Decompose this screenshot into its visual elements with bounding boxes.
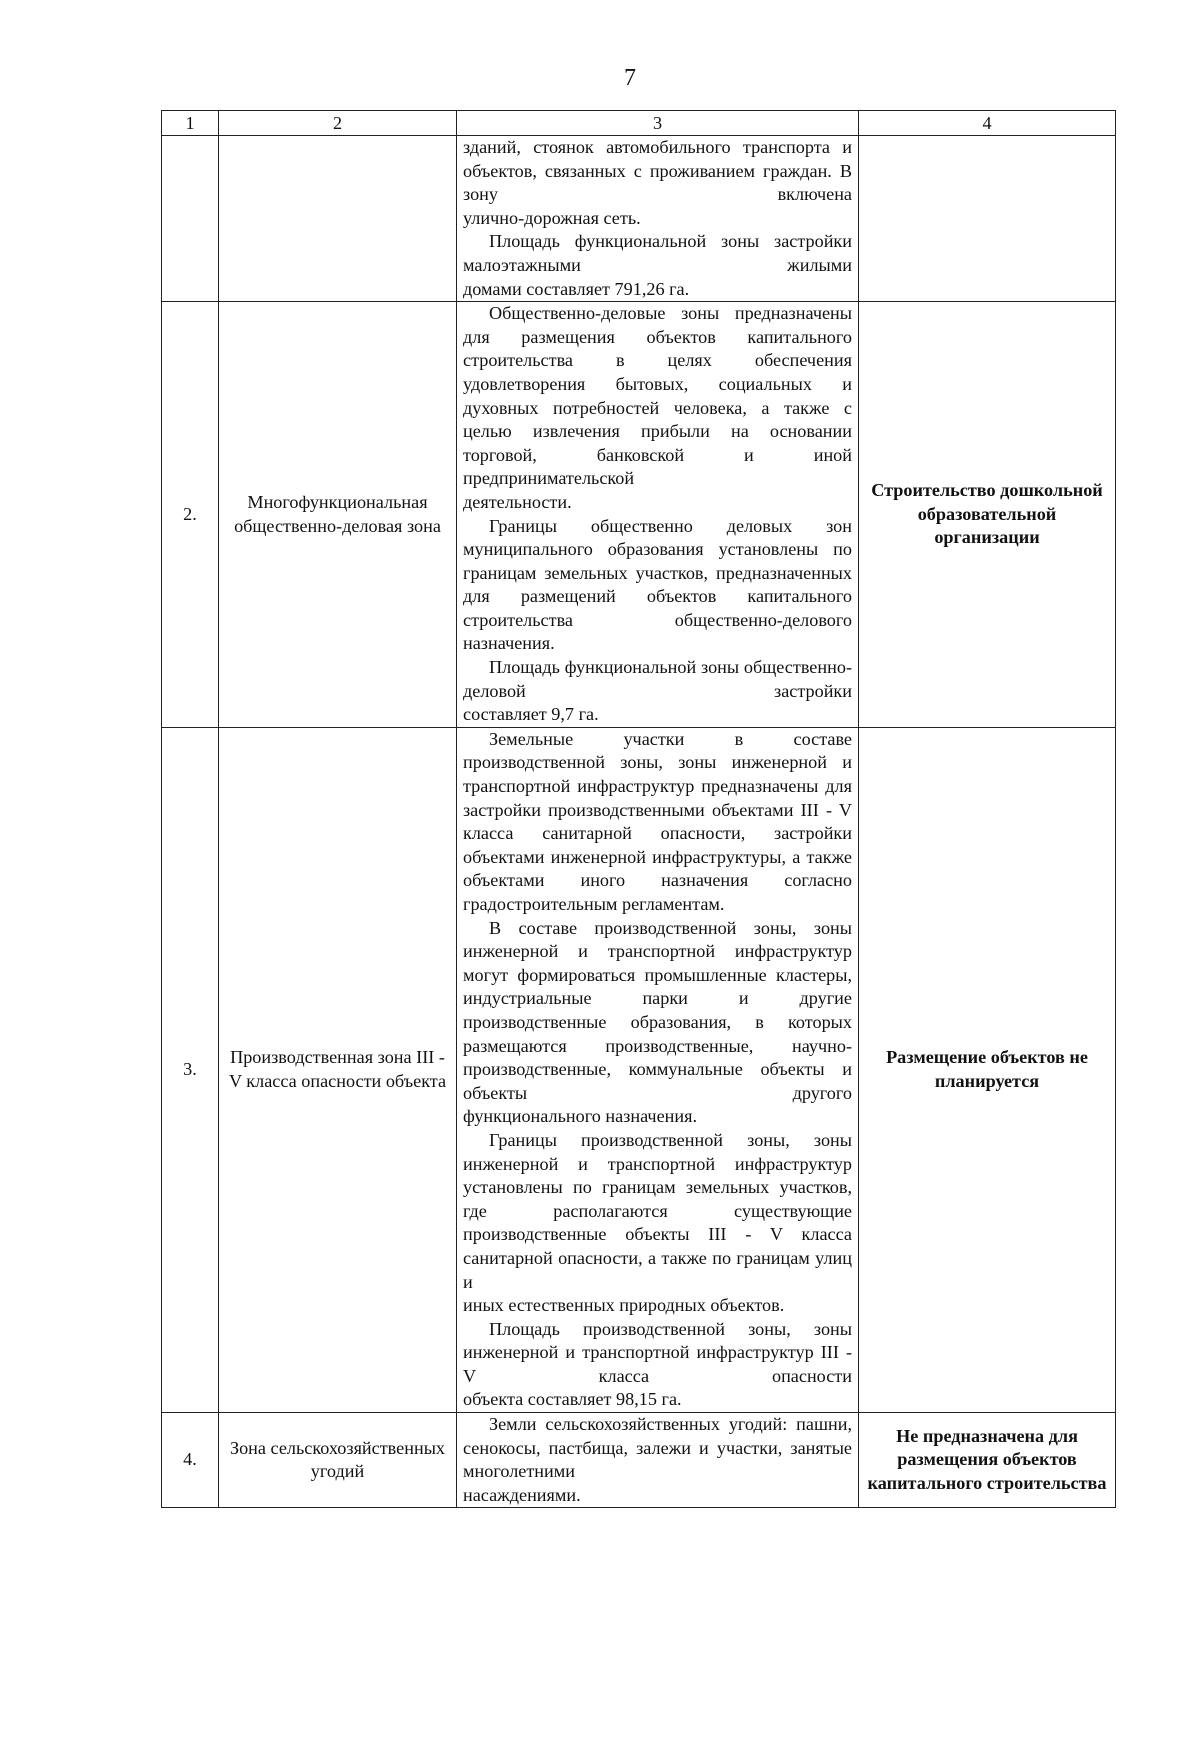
zone-name-cell: Производственная зона III - V класса опасности объекта — [219, 727, 457, 1412]
paragraph-text: Площадь функциональной зоны застройки малоэтажными жилыми — [463, 231, 852, 275]
description-paragraph — [463, 302, 852, 491]
paragraph-last-line: назначения. — [463, 633, 555, 654]
paragraph-last-line: иных естественных природных объектов. — [463, 1295, 785, 1316]
paragraph-text: Площадь производственной зоны, зоны инженерной и транспортной инфраструктур III - V класса опасности — [463, 1318, 852, 1386]
paragraph-text: зданий, стоянок автомобильного транспорта и объектов, связанных с проживанием граждан. В зону включена — [463, 137, 852, 205]
zone-description-cell — [457, 727, 859, 1412]
paragraph-last-line: градостроительным регламентам. — [463, 894, 725, 914]
zone-description-cell — [457, 136, 859, 302]
paragraph-text: Площадь функциональной зоны общественно-деловой застройки — [463, 657, 852, 701]
table-row — [162, 136, 1116, 302]
paragraph-last-line: улично-дорожная сеть. — [463, 207, 641, 228]
header-cell-3: 3 — [457, 111, 859, 136]
paragraph-text: Границы производственной зоны, зоны инженерной и транспортной инфраструктур установлены по границам земельных участков, где располагаются существующие производственные объекты III - V класса санитарной опасности, а также по границам улиц и — [463, 1129, 852, 1292]
table-row — [162, 727, 1116, 1412]
table-header-row — [162, 111, 1116, 136]
description-paragraph — [463, 230, 852, 277]
description-paragraph — [463, 728, 852, 893]
zone-name-cell — [219, 136, 457, 302]
paragraph-text: В составе производственной зоны, зоны инженерной и транспортной инфраструктур могут формироваться промышленные кластеры, индустриальные парки и другие производственные образования, в которых размещаются производственные, научно-производственные, коммунальные объекты и объекты другого — [463, 917, 852, 1103]
planned-activity-cell — [859, 136, 1116, 302]
planned-activity-cell: Размещение объектов не планируется — [859, 727, 1116, 1412]
planned-activity-cell: Не предназначена для размещения объектов капитального строительства — [859, 1413, 1116, 1508]
row-number-cell — [162, 136, 219, 302]
row-number-cell: 4. — [162, 1413, 219, 1508]
paragraph-last-line: насаждениями. — [463, 1484, 581, 1505]
header-cell-4: 4 — [859, 111, 1116, 136]
planned-activity-cell: Строительство дошкольной образовательной организации — [859, 302, 1116, 728]
description-paragraph — [463, 656, 852, 703]
row-number-cell: 2. — [162, 302, 219, 728]
paragraph-text: Земельные участки в составе производственной зоны, зоны инженерной и транспортной инфраструктур предназначены для застройки производственными объектами III - V класса санитарной опасности, застройки объектами инженерной инфраструктуры, а также объектами иного назначения согласно — [463, 728, 852, 891]
description-paragraph — [463, 515, 852, 633]
zone-name-cell: Зона сельскохозяйственных угодий — [219, 1413, 457, 1508]
paragraph-text: Земли сельскохозяйственных угодий: пашни, сенокосы, пастбища, залежи и участки, занятые многолетними — [463, 1414, 852, 1482]
paragraph-last-line: деятельности. — [463, 491, 572, 512]
page-number: 7 — [624, 65, 636, 91]
header-cell-1: 1 — [162, 111, 219, 136]
description-paragraph — [463, 1413, 852, 1484]
paragraph-last-line: домами составляет 791,26 га. — [463, 278, 690, 299]
paragraph-last-line: составляет 9,7 га. — [463, 704, 599, 725]
paragraph-last-line: объекта составляет 98,15 га. — [463, 1389, 682, 1410]
description-paragraph — [463, 1129, 852, 1294]
zone-name-cell: Многофункциональная общественно-деловая зона — [219, 302, 457, 728]
paragraph-text: Общественно-деловые зоны предназначены для размещения объектов капитального строительства в целях обеспечения удовлетворения бытовых, социальных и духовных потребностей человека, а также с целью извлечения прибыли на основании торговой, банковской и иной предпринимательской — [463, 303, 852, 489]
zone-description-cell — [457, 302, 859, 728]
paragraph-text: Границы общественно деловых зон муниципального образования установлены по границам земельных участков, предназначенных для размещений объектов капитального строительства общественно-делового — [463, 515, 852, 630]
zones-table — [161, 110, 1116, 1508]
table-row — [162, 1413, 1116, 1508]
description-paragraph — [463, 136, 852, 207]
header-cell-2: 2 — [219, 111, 457, 136]
row-number-cell: 3. — [162, 727, 219, 1412]
description-paragraph — [463, 1318, 852, 1389]
zone-description-cell — [457, 1413, 859, 1508]
description-paragraph — [463, 917, 852, 1106]
paragraph-last-line: функционального назначения. — [463, 1106, 698, 1127]
table-row — [162, 302, 1116, 728]
